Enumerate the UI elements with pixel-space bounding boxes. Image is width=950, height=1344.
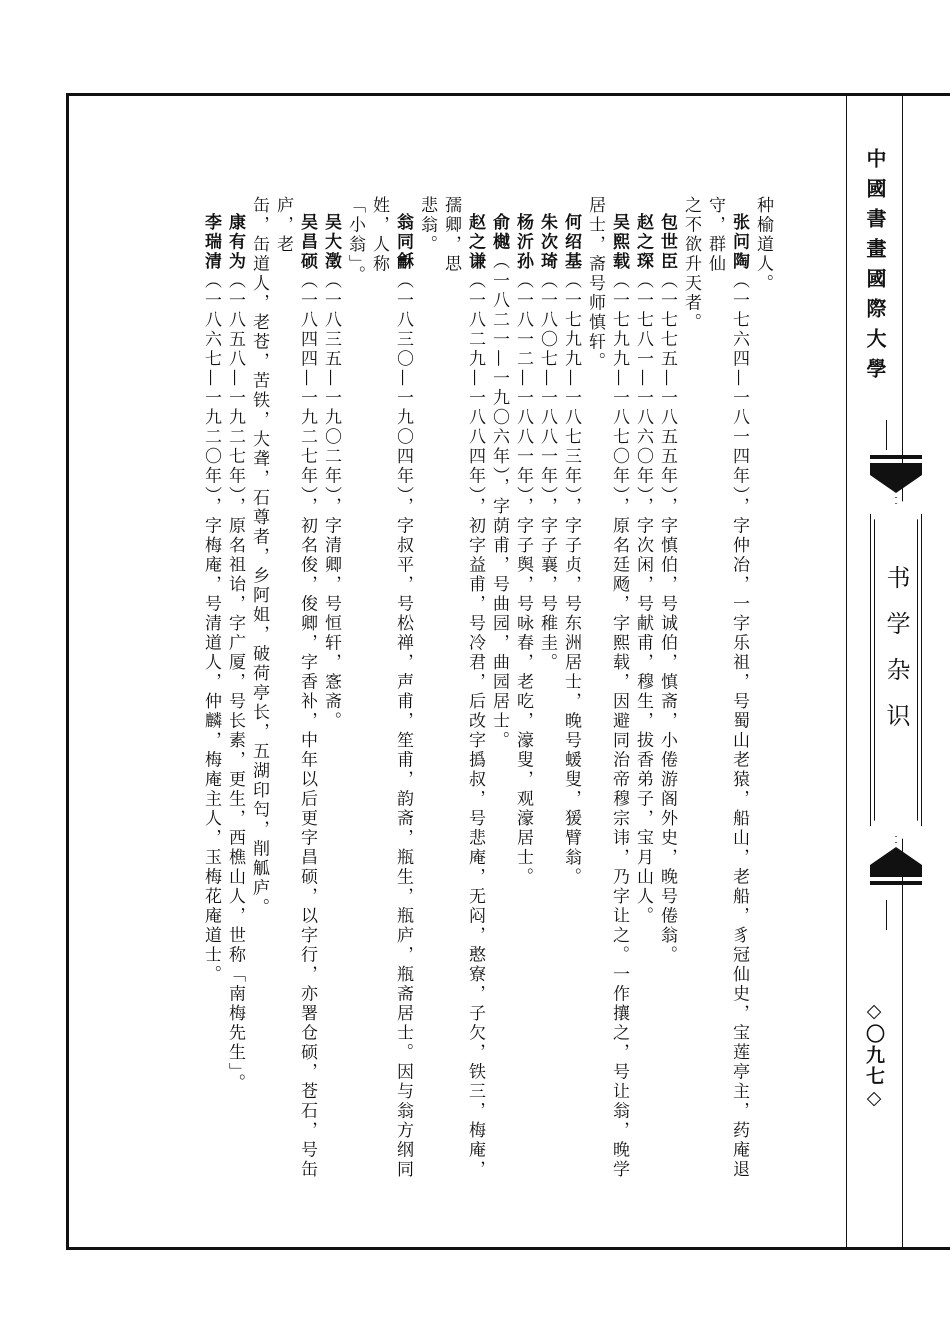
page-number: ◇〇九七◇ xyxy=(863,1000,885,1111)
book-title-cartouche xyxy=(856,455,936,885)
entry-text: （一八二一—一九〇六年），字荫甫，号曲园，曲园居士。 xyxy=(489,252,509,751)
entry-text: （一七九九—一八七三年），字子贞，号东洲居士，晚号蝯叟，猨臂翁。 xyxy=(561,271,581,887)
text-column xyxy=(655,196,679,1196)
text-column xyxy=(367,196,415,1196)
entry-text: （一七七五—一八五五年），字慎伯，号诚伯，慎斋，小倦游阁外史，晚号倦翁。 xyxy=(657,271,677,965)
text-column xyxy=(511,196,535,1196)
person-name: 朱次琦 xyxy=(537,213,557,272)
person-name: 吴昌硕 xyxy=(297,213,317,272)
body-text xyxy=(201,196,775,1196)
entry-text: （一八〇七—一八八一年），字子襄，号稚圭。 xyxy=(537,271,557,673)
text-column xyxy=(535,196,559,1196)
text-column xyxy=(583,196,607,1196)
book-title: 书学杂识 xyxy=(882,565,910,749)
text-column xyxy=(607,196,631,1196)
text-column xyxy=(679,196,703,1196)
entry-text: 之不欲升天者。 xyxy=(681,196,701,333)
entry-text: 居士，斋号师慎轩。 xyxy=(585,196,605,372)
text-column xyxy=(199,196,223,1196)
text-column xyxy=(631,196,655,1196)
cartouche-tick-top xyxy=(886,420,887,450)
entry-text: 缶，缶道人，老苍，苦铁，大聋，石尊者，乡阿姐，破荷亭长，五湖印匄，削觚庐。 xyxy=(249,196,269,918)
text-column xyxy=(559,196,583,1196)
text-column xyxy=(223,196,247,1196)
entry-text: （一八一二—一八八一年），字子舆，号咏春，老吃，濠叟，观濠居士。 xyxy=(513,271,533,887)
person-name: 赵之琛 xyxy=(633,213,653,272)
entry-text: 「小翁」。 xyxy=(345,196,365,285)
cartouche-bar-bottom xyxy=(870,881,922,885)
person-name: 李瑞清 xyxy=(201,213,221,272)
text-column xyxy=(415,196,439,1196)
person-name: 赵之谦 xyxy=(465,213,485,272)
person-name: 吴熙载 xyxy=(609,213,629,272)
entry-text: 种榆道人。 xyxy=(753,196,773,294)
text-column xyxy=(319,196,343,1196)
person-name: 包世臣 xyxy=(657,213,677,272)
person-name: 杨沂孙 xyxy=(513,213,533,272)
text-column xyxy=(343,196,367,1196)
cartouche-ornament-top xyxy=(870,463,922,493)
entry-text: （一八三五—一九〇二年），字清卿，号恒轩，愙斋。 xyxy=(321,271,341,731)
person-name: 俞樾 xyxy=(489,213,509,252)
person-name: 吴大澂 xyxy=(321,213,341,272)
person-name: 康有为 xyxy=(225,213,245,272)
entry-text: （一八六七—一九二〇年），字梅庵，号清道人，仲麟，梅庵主人，玉梅花庵道士。 xyxy=(201,271,221,985)
text-column xyxy=(487,196,511,1196)
entry-text: （一七九九—一八七〇年），原名廷飏，字熙载，因避同治帝穆宗讳，乃字让之。一作攘之，号让翁，晚学 xyxy=(609,271,629,1180)
entry-text: （一七六四—一八一四年），字仲冶，一字乐祖，号蜀山老猿，船山，老船，豸冠仙史，宝莲亭主，药庵退守，群仙 xyxy=(705,196,749,1180)
cartouche-tick-bottom xyxy=(886,900,887,930)
person-name: 翁同龢 xyxy=(393,213,413,272)
entry-text: 悲翁。 xyxy=(417,196,437,255)
cartouche-ornament-bottom xyxy=(870,847,922,877)
text-column xyxy=(439,196,487,1196)
running-head: 中國書畫國際大學 xyxy=(863,148,887,388)
entry-text: （一八二九—一八八四年），初字益甫，号冷君，后改字撝叔，号悲庵，无闷，憨寮，子欠，铁三，梅庵，孺卿，思 xyxy=(441,196,485,1180)
cartouche-bar-top xyxy=(870,455,922,459)
text-column xyxy=(247,196,271,1196)
person-name: 何绍基 xyxy=(561,213,581,272)
text-column xyxy=(271,196,319,1196)
entry-text: （一八四四—一九二七年），初名俊，俊卿，字香补，中年以后更字昌硕，以字行，亦署仓硕，苍石，号缶庐，老 xyxy=(273,196,317,1180)
text-column xyxy=(751,196,775,1196)
margin-rule-inner xyxy=(846,93,847,1250)
text-column xyxy=(703,196,751,1196)
person-name: 张问陶 xyxy=(729,213,749,272)
entry-text: （一七八一—一八六〇年），字次闲，号献甫，穆生，拔香弟子，宝月山人。 xyxy=(633,271,653,926)
entry-text: （一八三〇—一九〇四年），字叔平，号松禅，声甫，笙甫，韵斋，瓶生，瓶庐，瓶斋居士。因与翁方纲同姓，人称 xyxy=(369,196,413,1180)
entry-text: （一八五八—一九二七年），原名祖诒，字广厦，号长素，更生，西樵山人，世称「南梅先生」。 xyxy=(225,271,245,1093)
